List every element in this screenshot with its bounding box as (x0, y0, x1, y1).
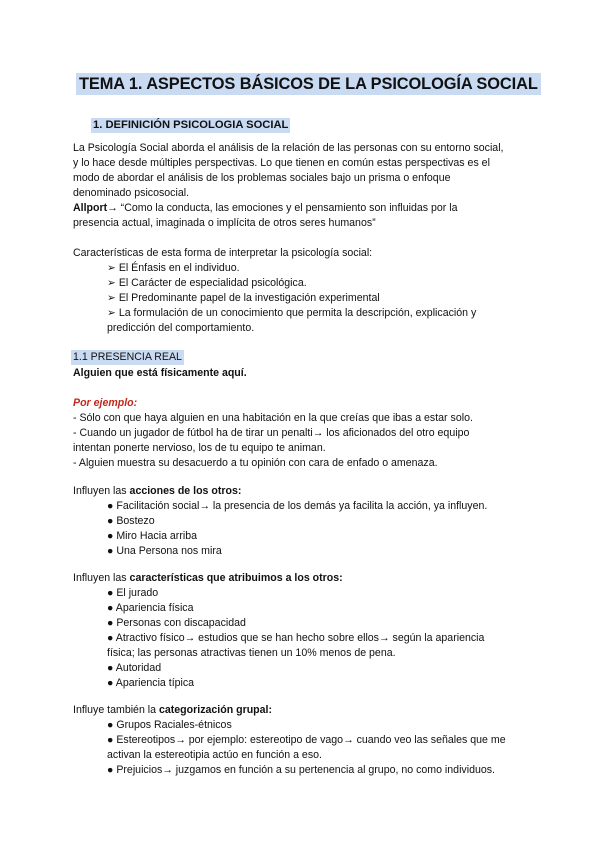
section-heading-presencia-real: 1.1 PRESENCIA REAL (73, 351, 182, 363)
allport-quote: → “Como la conducta, las emociones y el pensamiento son influidas por la (107, 202, 458, 214)
bullet-item: ● Miro Hacia arriba (107, 530, 197, 542)
bullet-item: ● Apariencia física (107, 602, 194, 614)
caracteristicas-heading (73, 571, 343, 586)
example-label: Por ejemplo: (73, 397, 138, 409)
characteristic-item: ➢ El Énfasis en el individuo. (107, 262, 240, 274)
bullet-item: ● El jurado (107, 587, 159, 599)
section-heading-definicion: 1. DEFINICIÓN PSICOLOGIA SOCIAL (93, 119, 289, 131)
paragraph-line: La Psicología Social aborda el análisis de la relación de las personas con su entorno social, (73, 142, 504, 154)
characteristics-intro: Características de esta forma de interpretar la psicología social: (73, 247, 373, 259)
categorizacion-heading (73, 703, 272, 718)
paragraph-line: modo de abordar el análisis de los problemas sociales bajo un prisma o enfoque (73, 172, 451, 184)
paragraph-line: denominado psicosocial. (73, 187, 190, 199)
bullet-item: ● Personas con discapacidad (107, 617, 246, 629)
example-line: - Sólo con que haya alguien en una habitación en la que creías que ibas a estar solo. (73, 412, 473, 424)
allport-quote-line (73, 201, 458, 216)
characteristic-item: ➢ El Predominante papel de la investigación experimental (107, 292, 380, 304)
caract-prefix: Influyen las (73, 572, 130, 584)
acciones-prefix: Influyen las (73, 485, 130, 497)
cat-prefix: Influye también la (73, 704, 159, 716)
bullet-item: ● Apariencia típica (107, 677, 195, 689)
bullet-item: ● Estereotipos→ por ejemplo: estereotipo de vago→ cuando veo las señales que me (107, 734, 506, 746)
allport-quote-line2: presencia actual, imaginada o implícita de otros seres humanos” (73, 217, 376, 229)
acciones-bold: acciones de los otros: (129, 485, 242, 497)
acciones-heading (73, 484, 241, 499)
paragraph-line: y lo hace desde múltiples perspectivas. Lo que tienen en común estas perspectivas es el (73, 157, 490, 169)
cat-bold: categorización grupal: (158, 704, 273, 716)
bullet-item: ● Atractivo físico→ estudios que se han hecho sobre ellos→ según la apariencia (107, 632, 485, 644)
example-line: - Cuando un jugador de fútbol ha de tirar un penalti→ los aficionados del otro equipo (73, 427, 470, 439)
section-subtitle: Alguien que está físicamente aquí. (73, 367, 247, 379)
bullet-item: ● Facilitación social→ la presencia de los demás ya facilita la acción, ya influyen. (107, 500, 488, 512)
bullet-item: ● Autoridad (107, 662, 162, 674)
characteristic-item: ➢ La formulación de un conocimiento que permita la descripción, explicación y (107, 307, 477, 319)
bullet-item: ● Grupos Raciales-étnicos (107, 719, 232, 731)
allport-label: Allport (73, 202, 108, 214)
example-line: intentan ponerte nervioso, los de tu equipo te animan. (73, 442, 326, 454)
bullet-item: ● Una Persona nos mira (107, 545, 222, 557)
bullet-item-cont: física; las personas atractivas tienen un 10% menos de pena. (107, 647, 396, 659)
characteristic-item: ➢ El Carácter de especialidad psicológica. (107, 277, 307, 289)
characteristic-item-cont: predicción del comportamiento. (107, 322, 255, 334)
caract-bold: características que atribuimos a los otros: (129, 572, 343, 584)
example-line: - Alguien muestra su desacuerdo a tu opinión con cara de enfado o amenaza. (73, 457, 438, 469)
bullet-item: ● Prejuicios→ juzgamos en función a su pertenencia al grupo, no como individuos. (107, 764, 495, 776)
bullet-item: ● Bostezo (107, 515, 155, 527)
page-title: TEMA 1. ASPECTOS BÁSICOS DE LA PSICOLOGÍA SOCIAL (76, 73, 541, 95)
bullet-item-cont: activan la estereotipia actúo en función a eso. (107, 749, 322, 761)
